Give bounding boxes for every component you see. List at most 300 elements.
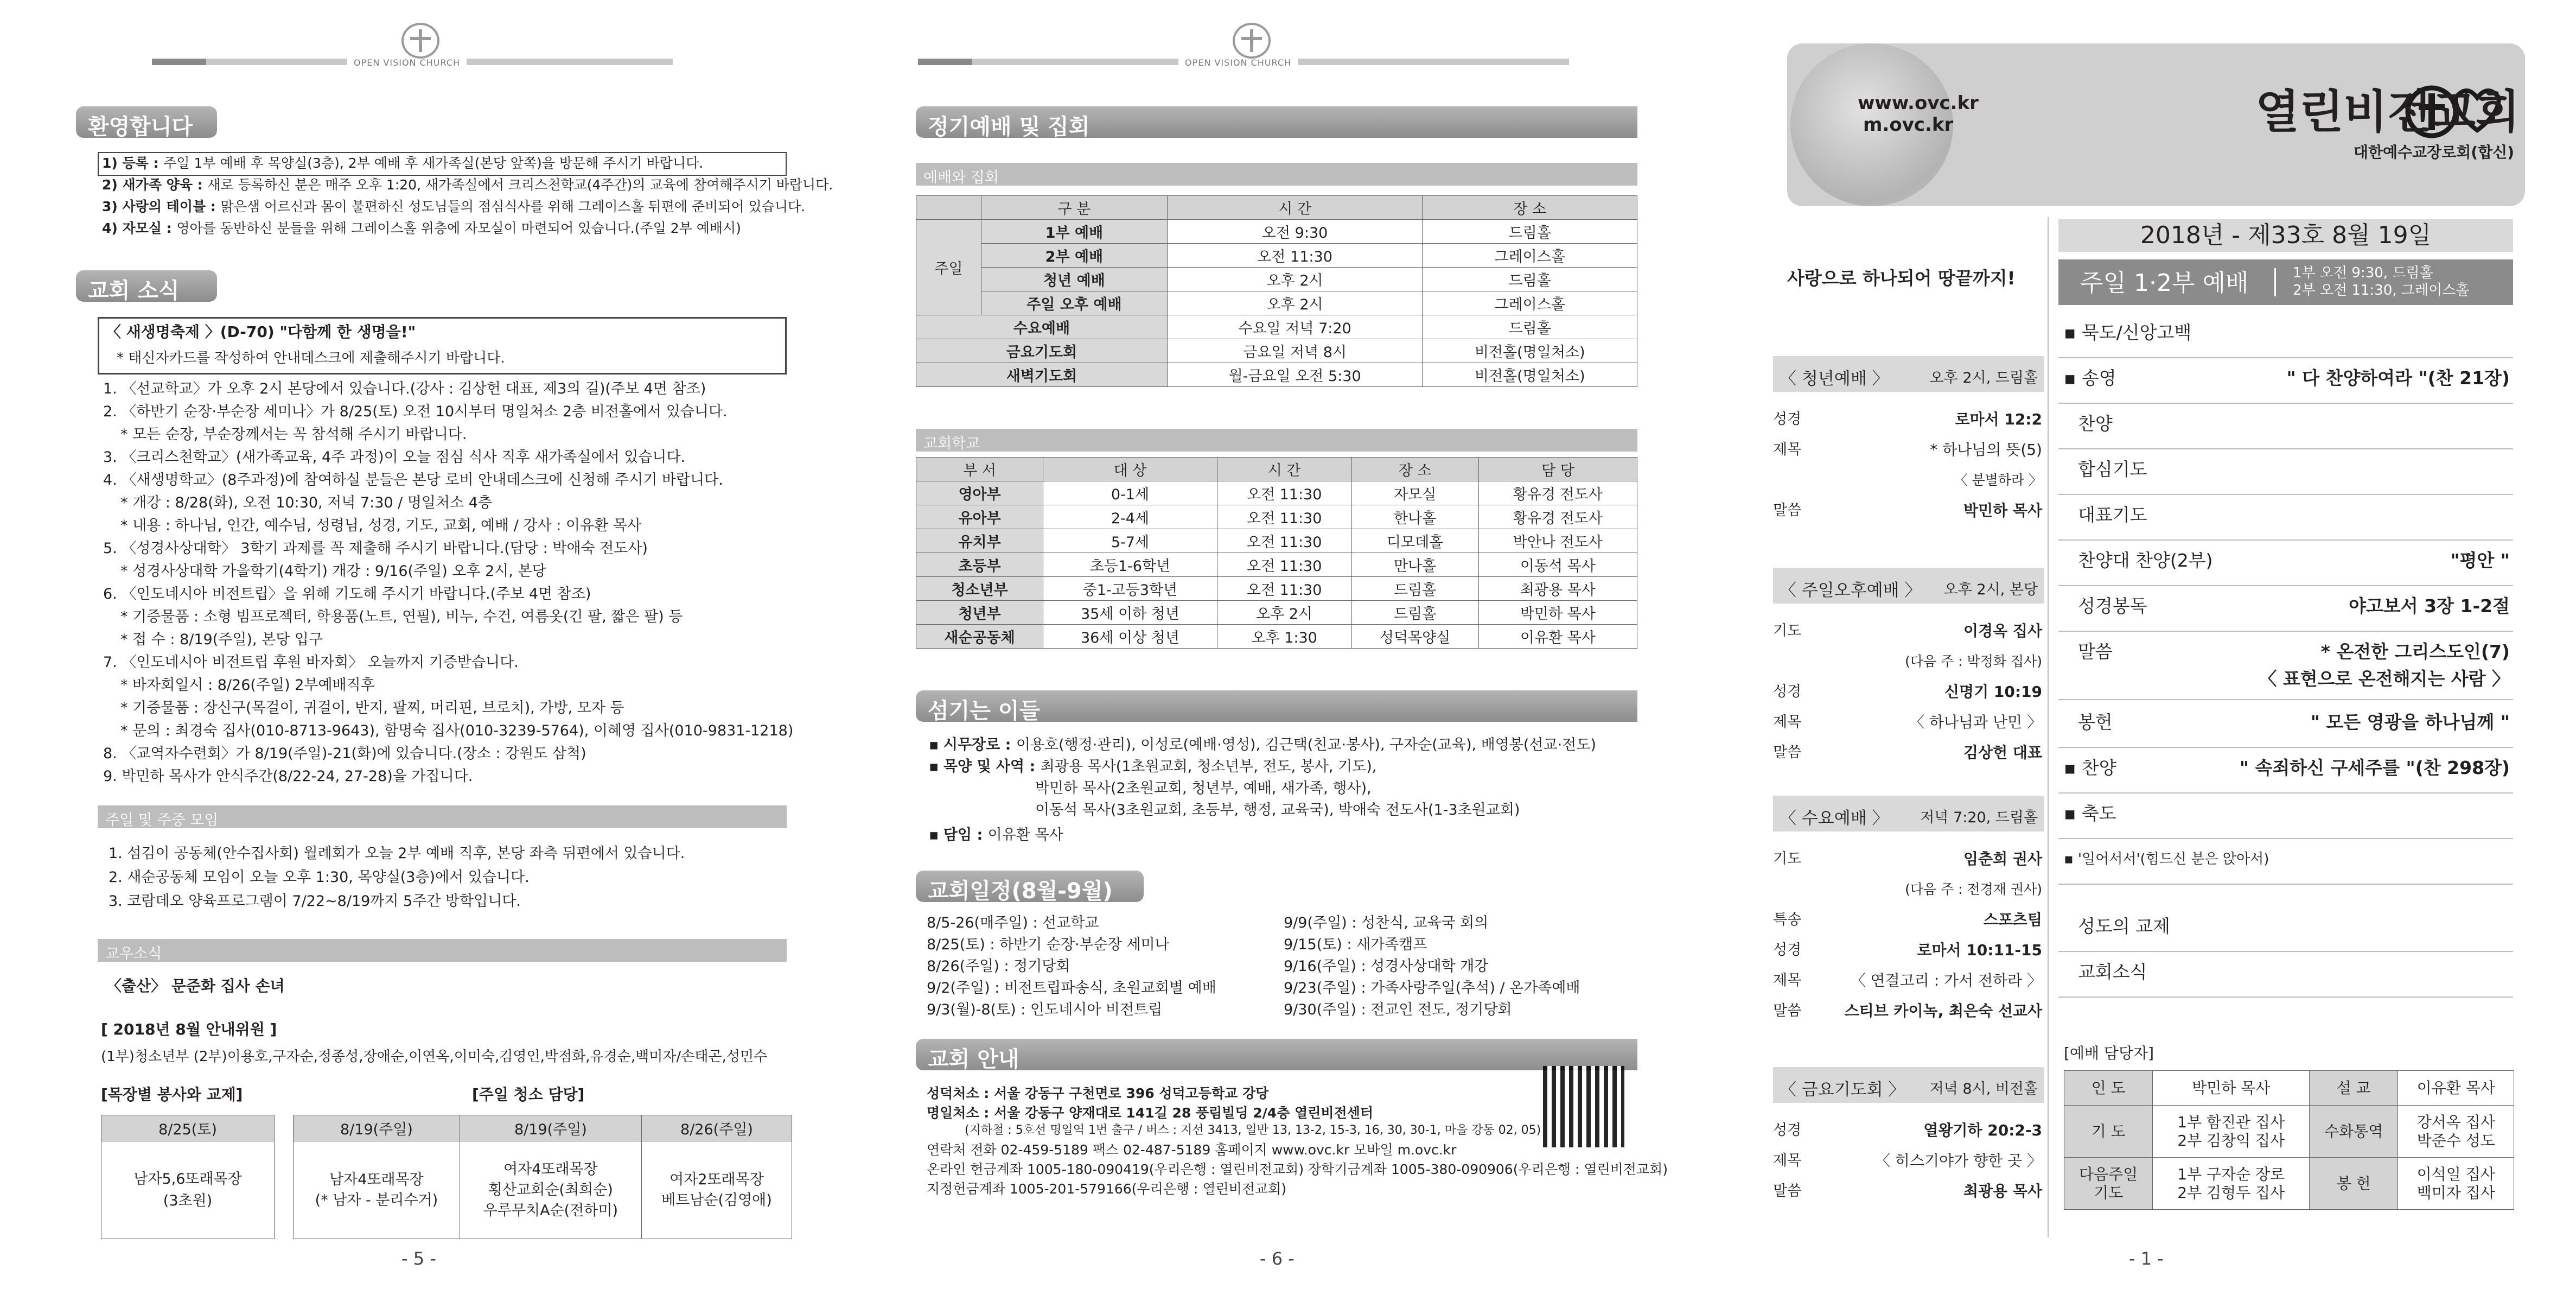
duty-cell: [2309, 1158, 2398, 1210]
duty-cell: [2398, 1106, 2514, 1158]
duty-text: 박민하 목사: [2192, 1078, 2271, 1097]
servers-heading: 섬기는 이들: [916, 690, 1637, 722]
worship-place: 비전홀(명일처소): [1423, 363, 1637, 387]
welcome-number: 2): [102, 177, 123, 193]
order-label: [2078, 597, 2147, 615]
service-field-value: 로마서 10:11-15: [1917, 941, 2042, 959]
school-cell: 영아부: [916, 481, 1043, 505]
news-line: * 모든 순장, 부순장께서는 꼭 참석해 주시기 바랍니다.: [120, 426, 467, 443]
service-field-label: 제목: [1773, 714, 1802, 731]
school-cell: 자모실: [1351, 481, 1478, 505]
service-field-label: 성경: [1773, 411, 1802, 428]
servers-elders: ▪ 시무장로 : 이용호(행정·관리), 이성로(예배·영성), 김근택(친교·봉사), 구자순(교육), 배영봉(선교·전도): [929, 737, 1596, 753]
duty-text: 다음주일: [2079, 1165, 2138, 1183]
page-header: [918, 33, 1656, 68]
worship-time: 오후 2시: [1167, 291, 1423, 315]
order-label: [2078, 551, 2213, 570]
order-divider: [2058, 357, 2513, 358]
worship-name: 1부 예배: [981, 220, 1168, 244]
order-label: [2078, 713, 2113, 732]
news-line: 9. 박민하 목사가 안식주간(8/22-24, 27-28)을 가집니다.: [103, 768, 473, 785]
worship-name: 2부 예배: [981, 244, 1168, 268]
meetings-heading: 주일 및 주중 모임: [98, 805, 787, 828]
service-field-label: 기도: [1773, 850, 1802, 867]
order-label: [2078, 415, 2113, 433]
order-label: [2064, 323, 2191, 342]
news-line: * 기증물품 : 소형 빔프로젝터, 학용품(노트, 연필), 비누, 수건, 여름옷(긴 팔, 짧은 팔) 등: [120, 608, 683, 625]
service-field-value: 임춘희 권사: [1963, 850, 2042, 868]
welcome-text: 영아를 동반하신 분들을 위해 그레이스홀 위층에 자모실이 마련되어 있습니다.(주일 2부 예배시): [176, 220, 741, 236]
cleaning-date: 8/26(주일): [641, 1115, 792, 1141]
page-number: - 5 -: [401, 1248, 436, 1269]
welcome-heading: 환영합니다: [76, 106, 217, 138]
duty-text: 백미자 집사: [2416, 1183, 2495, 1202]
duty-text: 강서옥 집사: [2416, 1113, 2495, 1131]
servers-senior: ▪ 담임 : 이유환 목사: [929, 827, 1063, 843]
service-block-header: [1773, 568, 2044, 604]
service-field-value: 열왕기하 20:2-3: [1923, 1121, 2042, 1139]
schedule-item: 9/9(주일) : 성찬식, 교육국 회의: [1284, 915, 1489, 931]
school-cell: 최광용 목사: [1478, 577, 1637, 601]
service-field-value: 스포츠팀: [1983, 911, 2042, 929]
school-cell: 청소년부: [916, 577, 1043, 601]
service-block-title: 〈 청년예배 〉: [1780, 369, 1889, 389]
service-field-label: 말씀: [1773, 502, 1802, 519]
school-cell: 성덕목양실: [1351, 625, 1478, 649]
service-field-value: 로마서 12:2: [1955, 410, 2042, 428]
school-table: [916, 457, 1637, 649]
school-cell: 유치부: [916, 529, 1043, 553]
cleaning-cell: [294, 1141, 460, 1239]
school-cell: 새순공동체: [916, 625, 1043, 649]
school-cell: 오전 11:30: [1217, 553, 1351, 577]
cleaning-line: 우루무치A순(전하미): [483, 1202, 618, 1219]
welcome-text: 새로 등록하신 분은 매주 오후 1:20, 새가족실에서 크리스천학교(4주간)의 교육에 참여해주시기 바랍니다.: [207, 177, 833, 193]
worship-name: 새벽기도회: [916, 363, 1168, 387]
worship-name: 금요기도회: [916, 339, 1168, 363]
news-line: * 바자회일시 : 8/26(주일) 2부예배직후: [120, 677, 375, 694]
school-header: 시 간: [1217, 458, 1351, 481]
cleaning-title: [주일 청소 담당]: [472, 1085, 585, 1103]
service-block-header: [1773, 356, 2044, 392]
servers-key: 시무장로 :: [943, 737, 1016, 753]
school-cell: 오전 11:30: [1217, 577, 1351, 601]
welcome-key: 새가족 양육 :: [122, 177, 208, 193]
order-label: [2078, 917, 2170, 936]
news-line: * 기증물품 : 장신구(목걸이, 귀걸이, 반지, 팔찌, 머리핀, 브로치), 가방, 모자 등: [120, 700, 624, 716]
website-url: www.ovc.kr: [1858, 92, 1979, 114]
duty-cell: [2064, 1071, 2153, 1106]
order-divider: [2058, 996, 2513, 998]
school-header: 담 당: [1478, 458, 1637, 481]
order-label-text: 대표기도: [2078, 504, 2147, 525]
school-cell: 황유경 전도사: [1478, 481, 1637, 505]
church-logo-icon: [401, 23, 439, 59]
page-number: - 1 -: [2129, 1248, 2164, 1269]
news-line: * 개강 : 8/28(화), 오전 10:30, 저녁 7:30 / 명일처소 4층: [120, 494, 492, 511]
bullet-icon: ▪: [2064, 367, 2082, 389]
school-cell: 한나홀: [1351, 505, 1478, 529]
duty-text: 이유환 목사: [2416, 1078, 2495, 1097]
order-label-text: 찬양대 찬양(2부): [2078, 550, 2213, 571]
order-label: [2064, 804, 2116, 823]
school-cell: 초등부: [916, 553, 1043, 577]
duty-cell: [2398, 1071, 2514, 1106]
service-field-label: 말씀: [1773, 1002, 1802, 1019]
service-field-value: 〈 분별하라 〉: [1954, 472, 2042, 488]
order-label: [2078, 460, 2147, 479]
order-divider: [2058, 884, 2513, 885]
duty-text: 2부 김형두 집사: [2177, 1183, 2285, 1202]
worship-table: [916, 195, 1637, 387]
service-time-1: 1부 오전 9:30, 드림홀: [2293, 265, 2433, 281]
order-label-text: 묵도/신앙고백: [2081, 322, 2192, 343]
welcome-text: 맑은샘 어르신과 몸이 불편하신 성도님들의 점심식사를 위해 그레이스홀 뒤편에 준비되어 있습니다.: [220, 199, 806, 214]
order-detail: 야고보서 3장 1-2절: [2349, 595, 2510, 617]
order-divider: [2058, 747, 2513, 748]
cleaning-line: 여자2또래목장: [669, 1171, 764, 1188]
news-line: 6. 〈인도네시아 비전트립〉을 위해 기도해 주시기 바랍니다.(주보 4면 참조): [103, 586, 591, 602]
service-field-label: 기도: [1773, 623, 1802, 639]
welcome-item: [102, 176, 833, 194]
mokjang-table: [101, 1115, 275, 1239]
servers-key: 담임 :: [943, 827, 988, 843]
service-field-label: 제목: [1773, 441, 1802, 458]
school-cell: 청년부: [916, 601, 1043, 625]
servers-pastors: ▪ 목양 및 사역 : 최광용 목사(1초원교회, 청소년부, 전도, 봉사, 기도),: [929, 758, 1377, 775]
info-line: 연락처 전화 02-459-5189 팩스 02-487-5189 홈페이지 www.ovc.kr 모바일 m.ovc.kr: [927, 1142, 1457, 1158]
news-line: * 접 수 : 8/19(주일), 본당 입구: [120, 631, 323, 648]
schedule-item: 9/15(토) : 새가족캠프: [1284, 936, 1427, 953]
festival-box: [98, 317, 787, 374]
service-field-value: * 하나님의 뜻(5): [1930, 441, 2042, 459]
servers-key: 목양 및 사역 :: [943, 758, 1041, 775]
cleaning-line: 여자4또래목장: [503, 1160, 598, 1178]
service-field-value: 이경옥 집사: [1963, 622, 2042, 640]
order-label-text: 찬양: [2078, 413, 2113, 434]
school-cell: 드림홀: [1351, 577, 1478, 601]
service-block-time: 오후 2시, 드림홀: [1929, 370, 2038, 386]
order-divider: [2058, 838, 2513, 839]
service-block-header: [1773, 796, 2044, 831]
worship-time: 수요일 저녁 7:20: [1167, 315, 1423, 339]
school-cell: 오전 11:30: [1217, 529, 1351, 553]
members-heading: 교우소식: [98, 939, 787, 962]
page-number: - 6 -: [1260, 1248, 1295, 1269]
service-field-value: 신명기 10:19: [1944, 683, 2042, 701]
service-field-label: 말씀: [1773, 744, 1802, 761]
order-label-text: 교회소식: [2078, 961, 2147, 982]
news-line: 3. 〈크리스천학교〉(새가족교육, 4주 과정)이 오늘 점심 식사 직후 새가족실에서 있습니다.: [103, 449, 686, 466]
service-field-label: 제목: [1773, 1152, 1802, 1169]
service-field-label: 성경: [1773, 683, 1802, 700]
school-cell: 초등1-6학년: [1043, 553, 1217, 577]
school-cell: 중1-고등3학년: [1043, 577, 1217, 601]
school-cell: 36세 이상 청년: [1043, 625, 1217, 649]
servers-text: 최광용 목사(1초원교회, 청소년부, 전도, 봉사, 기도),: [1040, 758, 1377, 775]
service-field-value: 김상헌 대표: [1963, 744, 2042, 761]
news-line: 2. 〈하반기 순장·부순장 세미나〉가 8/25(토) 오전 10시부터 명일처소 2층 비전홀에서 있습니다.: [103, 403, 728, 420]
news-line: 5. 〈성경사상대학〉 3학기 과제를 꼭 제출해 주시기 바랍니다.(담당 : 박애숙 전도사): [103, 540, 648, 557]
service-block-title: 〈 수요예배 〉: [1780, 809, 1889, 828]
mokjang-line: 남자5,6또래목장: [133, 1170, 242, 1188]
welcome-item: [102, 198, 805, 216]
welcome-item: [102, 154, 703, 173]
mokjang-cell: [101, 1141, 275, 1239]
order-label: [2078, 643, 2113, 661]
order-detail: * 온전한 그리스도인(7): [2320, 641, 2510, 662]
service-title: 주일 1·2부 예배: [2080, 269, 2249, 297]
schedule-item: 8/26(주일) : 정기당회: [927, 958, 1070, 975]
school-cell: 2-4세: [1043, 505, 1217, 529]
order-label-text: 송영: [2081, 367, 2116, 389]
service-block-time: 오후 2시, 본당: [1943, 581, 2038, 598]
service-field-value: (다음 주 : 박정화 집사): [1905, 653, 2042, 669]
cleaning-cell: [641, 1141, 792, 1239]
school-cell: 황유경 전도사: [1478, 505, 1637, 529]
ushers-list: (1부)청소년부 (2부)이용호,구자순,정종성,장애순,이연옥,이미숙,김영인,박점화,유경순,백미자/손태곤,성민수: [101, 1049, 768, 1065]
page-6: [858, 0, 1717, 1295]
schedule-item: 9/3(월)-8(토) : 인도네시아 비전트립: [927, 1001, 1163, 1018]
service-field-label: 특송: [1773, 911, 1802, 928]
order-label: [2078, 506, 2147, 524]
school-cell: 박안나 전도사: [1478, 529, 1637, 553]
schedule-item: 8/25(토) : 하반기 순장·부순장 세미나: [927, 936, 1169, 953]
cleaning-line: 횡산교회순(최희순): [488, 1181, 613, 1198]
duty-text: 이석일 집사: [2416, 1165, 2495, 1183]
duty-cell: [2153, 1106, 2310, 1158]
worship-side-label: 주일: [916, 220, 981, 315]
bullet-icon: ▪: [2064, 322, 2082, 343]
service-banner: [2058, 259, 2513, 305]
page-header: [152, 33, 749, 68]
worship-place: 비전홀(명일처소): [1423, 339, 1637, 363]
worship-subheading: 예배와 집회: [916, 163, 1637, 186]
school-cell: 드림홀: [1351, 601, 1478, 625]
welcome-number: 4): [102, 220, 123, 236]
service-field-label: 성경: [1773, 1122, 1802, 1139]
order-divider: [2058, 403, 2513, 404]
meeting-line: 1. 섬김이 공동체(안수집사회) 월례회가 오늘 2부 예배 직후, 본당 좌측 뒤편에서 있습니다.: [109, 845, 685, 862]
worship-place: 드림홀: [1423, 220, 1637, 244]
service-field-label: 말씀: [1773, 1183, 1802, 1199]
news-line: 1. 〈선교학교〉가 오후 2시 본당에서 있습니다.(강사 : 김상헌 대표, 제3의 길)(주보 4면 참조): [103, 380, 706, 397]
worship-name: 주일 오후 예배: [981, 291, 1168, 315]
service-field-label: 제목: [1773, 972, 1802, 989]
cleaning-line: 남자4또래목장: [329, 1171, 424, 1188]
order-detail: " 다 찬양하여라 "(찬 21장): [2286, 367, 2510, 389]
church-name: 열린비전교회: [2255, 85, 2520, 138]
school-cell: 오후 1:30: [1217, 625, 1351, 649]
order-divider: [2058, 631, 2513, 632]
festival-note: * 태신자카드를 작성하여 안내데스크에 제출해주시기 바랍니다.: [117, 350, 505, 366]
page-1-cover: [1717, 0, 2576, 1295]
duty-text: 인 도: [2091, 1078, 2126, 1097]
service-block-title: 〈 주일오후예배 〉: [1780, 581, 1922, 600]
school-cell: 만나홀: [1351, 553, 1478, 577]
school-cell: 이동석 목사: [1478, 553, 1637, 577]
duty-cell: [2398, 1158, 2514, 1210]
service-field-value: 〈 히스기야가 향한 곳 〉: [1875, 1152, 2042, 1170]
service-block-time: 저녁 8시, 비전홀: [1929, 1081, 2038, 1097]
news-line: 7. 〈인도네시아 비전트립 후원 바자회〉 오늘까지 기증받습니다.: [103, 654, 519, 671]
news-line: 4. 〈새생명학교〉(8주과정)에 참여하실 분들은 본당 로비 안내데스크에 신청해 주시기 바랍니다.: [103, 472, 723, 488]
school-header: 부 서: [916, 458, 1043, 481]
info-line: 성덕처소 : 서울 강동구 구천면로 396 성덕고등학교 강당: [927, 1085, 1269, 1101]
info-line: 온라인 헌금계좌 1005-180-090419(우리은행 : 열린비전교회) 장학기금계좌 1005-380-090906(우리은행 : 열린비전교회): [927, 1161, 1668, 1177]
schedule-item: 8/5-26(매주일) : 선교학교: [927, 915, 1099, 931]
bullet-icon: ▪: [2064, 803, 2082, 824]
cleaning-date: 8/19(주일): [460, 1115, 641, 1141]
welcome-text: 주일 1부 예배 후 목양실(3층), 2부 예배 후 새가족실(본당 앞쪽)을 방문해 주시기 바랍니다.: [163, 155, 704, 171]
service-block-title: 〈 금요기도회 〉: [1780, 1080, 1905, 1100]
school-cell: 박민하 목사: [1478, 601, 1637, 625]
service-field-value: 〈 연결고리 : 가서 전하라 〉: [1850, 972, 2042, 989]
service-field-value: 최광용 목사: [1963, 1182, 2042, 1200]
order-label: [2064, 850, 2269, 868]
duty-cell: [2064, 1158, 2153, 1210]
mobile-url: m.ovc.kr: [1863, 114, 1954, 136]
duty-cell: [2153, 1071, 2310, 1106]
welcome-key: 등록 :: [122, 155, 164, 171]
worship-time: 월-금요일 오전 5:30: [1167, 363, 1423, 387]
school-cell: 오전 11:30: [1217, 505, 1351, 529]
duty-cell: [2064, 1106, 2153, 1158]
order-divider: [2058, 448, 2513, 449]
duty-text: 1부 함진관 집사: [2177, 1113, 2285, 1131]
worship-place: 드림홀: [1423, 268, 1637, 291]
duty-cell: [2309, 1106, 2398, 1158]
schedule-heading: 교회일정(8월-9월): [916, 871, 1144, 902]
school-header: 장 소: [1351, 458, 1478, 481]
order-detail: " 모든 영광을 하나님께 ": [2310, 712, 2510, 733]
worship-header: 시 간: [1167, 196, 1423, 220]
cleaning-line: (* 남자 - 분리수거): [315, 1191, 438, 1209]
duty-cell: [2153, 1158, 2310, 1210]
school-cell: 0-1세: [1043, 481, 1217, 505]
info-line: (지하철 : 5호선 명일역 1번 출구 / 버스 : 지선 3413, 일반 13, 13-2, 15-3, 16, 30, 30-1, 마을 강동 02, 05): [965, 1123, 1541, 1137]
duty-title: [예배 담당자]: [2064, 1044, 2154, 1062]
service-time-2: 2부 오전 11:30, 그레이스홀: [2293, 282, 2470, 299]
order-divider: [2058, 494, 2513, 495]
duty-text: 기도: [2094, 1183, 2124, 1202]
worship-time: 금요일 저녁 8시: [1167, 339, 1423, 363]
worship-name: 수요예배: [916, 315, 1168, 339]
duty-text: 기 도: [2091, 1122, 2126, 1140]
service-field-value: 〈 하나님과 난민 〉: [1909, 713, 2042, 731]
duty-text: 2부 김창익 집사: [2177, 1131, 2285, 1150]
ushers-title: [ 2018년 8월 안내위원 ]: [101, 1020, 277, 1038]
bullet-icon: ▪: [2064, 757, 2082, 778]
service-field-value: (다음 주 : 전경재 권사): [1905, 881, 2042, 897]
order-divider: [2058, 951, 2513, 952]
order-label-text: 성도의 교제: [2078, 916, 2170, 937]
info-line: 명일처소 : 서울 강동구 양재대로 141길 28 풍림빌딩 2/4층 열린비전센터: [927, 1105, 1373, 1121]
duty-cell: [2309, 1071, 2398, 1106]
service-block-header: [1773, 1067, 2044, 1103]
worship-place: 그레이스홀: [1423, 291, 1637, 315]
worship-header: 장 소: [1423, 196, 1637, 220]
schedule-item: 9/23(주일) : 가족사랑주일(추석) / 온가족예배: [1284, 980, 1580, 996]
duty-text: 설 교: [2336, 1078, 2371, 1097]
order-label: [2064, 759, 2116, 777]
worship-place: 그레이스홀: [1423, 244, 1637, 268]
welcome-item: [102, 219, 741, 238]
service-field-value: 스티브 카이녹, 최은숙 선교사: [1844, 1002, 2042, 1020]
duty-text: 박준수 성도: [2416, 1131, 2495, 1150]
order-label-text: 성경봉독: [2078, 595, 2147, 617]
worship-header-corner: [916, 196, 981, 220]
cleaning-cell: [460, 1141, 641, 1239]
worship-heading: 정기예배 및 집회: [916, 106, 1637, 138]
order-divider: [2058, 792, 2513, 793]
church-label: OPEN VISION CHURCH: [1185, 58, 1292, 68]
news-line: 8. 〈교역자수련회〉가 8/19(주일)-21(화)에 있습니다.(장소 : 강원도 삼척): [103, 745, 586, 762]
school-cell: 35세 이하 청년: [1043, 601, 1217, 625]
welcome-key: 자모실 :: [122, 220, 177, 236]
school-header: 대 상: [1043, 458, 1217, 481]
mokjang-title: [목장별 봉사와 교제]: [101, 1085, 243, 1103]
worship-time: 오전 11:30: [1167, 244, 1423, 268]
news-line: * 성경사상대학 가을학기(4학기) 개강 : 9/16(주일) 오후 2시, 본당: [120, 563, 546, 580]
worship-time: 오후 2시: [1167, 268, 1423, 291]
worship-name: 청년 예배: [981, 268, 1168, 291]
school-cell: 유아부: [916, 505, 1043, 529]
meeting-line: 3. 코람데오 양육프로그램이 7/22~8/19까지 5주간 방학입니다.: [109, 893, 521, 910]
order-label-text: 말씀: [2078, 641, 2113, 662]
school-subheading: 교회학교: [916, 429, 1637, 452]
duty-text: 봉 헌: [2336, 1174, 2371, 1192]
cleaning-date: 8/19(주일): [294, 1115, 460, 1141]
order-label-text: 봉헌: [2078, 712, 2113, 733]
worship-time: 오전 9:30: [1167, 220, 1423, 244]
cleaning-line: 베트남순(김영애): [661, 1191, 772, 1209]
school-cell: 오전 11:30: [1217, 481, 1351, 505]
bullet-icon: ▪: [2064, 851, 2078, 867]
mokjang-date: 8/25(토): [101, 1115, 275, 1141]
duty-text: 1부 구자순 장로: [2177, 1165, 2285, 1183]
birth-news: 〈출산〉 문준화 집사 손녀: [106, 977, 285, 995]
news-line: * 내용 : 하나님, 인간, 예수님, 성령님, 성경, 기도, 교회, 예배 / 강사 : 이유환 목사: [120, 517, 641, 534]
order-detail: 〈 표현으로 온전해지는 사람 〉: [2259, 668, 2510, 689]
festival-title: 〈 새생명축제 〉(D-70) "다함께 한 생명을!": [106, 323, 416, 341]
order-detail: "평안 ": [2450, 550, 2510, 571]
order-label-text: 축도: [2081, 803, 2116, 824]
welcome-number: 1): [102, 155, 123, 171]
info-line: 지정헌금계좌 1005-201-579166(우리은행 : 열린비전교회): [927, 1181, 1286, 1197]
service-field-label: 성경: [1773, 942, 1802, 958]
order-label: [2064, 369, 2116, 388]
service-field-value: 박민하 목사: [1963, 502, 2042, 519]
servers-text: 이동석 목사(3초원교회, 초등부, 행정, 교육국), 박애숙 전도사(1-3초원교회): [1035, 802, 1520, 818]
schedule-item: 9/30(주일) : 전교인 전도, 정기당회: [1284, 1001, 1512, 1018]
cleaning-table: [293, 1115, 792, 1239]
meeting-line: 2. 새순공동체 모임이 오늘 오후 1:30, 목양실(3층)에서 있습니다.: [109, 869, 530, 886]
duty-text: 수화통역: [2324, 1122, 2383, 1140]
schedule-item: 9/2(주일) : 비전트립파송식, 초원교회별 예배: [927, 980, 1216, 996]
page-5: [0, 0, 858, 1295]
school-cell: 오후 2시: [1217, 601, 1351, 625]
news-heading: 교회 소식: [76, 270, 217, 302]
news-line: * 문의 : 최경숙 집사(010-8713-9643), 함명숙 집사(010-3239-5764), 이혜영 집사(010-9831-1218): [120, 722, 794, 739]
qr-code-icon: [1543, 1066, 1624, 1147]
order-divider: [2058, 699, 2513, 700]
info-heading: 교회 안내: [916, 1039, 1637, 1070]
servers-text: 박민하 목사(2초원교회, 청년부, 예배, 새가족, 행사),: [1035, 780, 1372, 797]
mokjang-line: (3초원): [163, 1192, 213, 1209]
service-block-time: 저녁 7:20, 드림홀: [1920, 809, 2038, 826]
welcome-number: 3): [102, 199, 123, 214]
